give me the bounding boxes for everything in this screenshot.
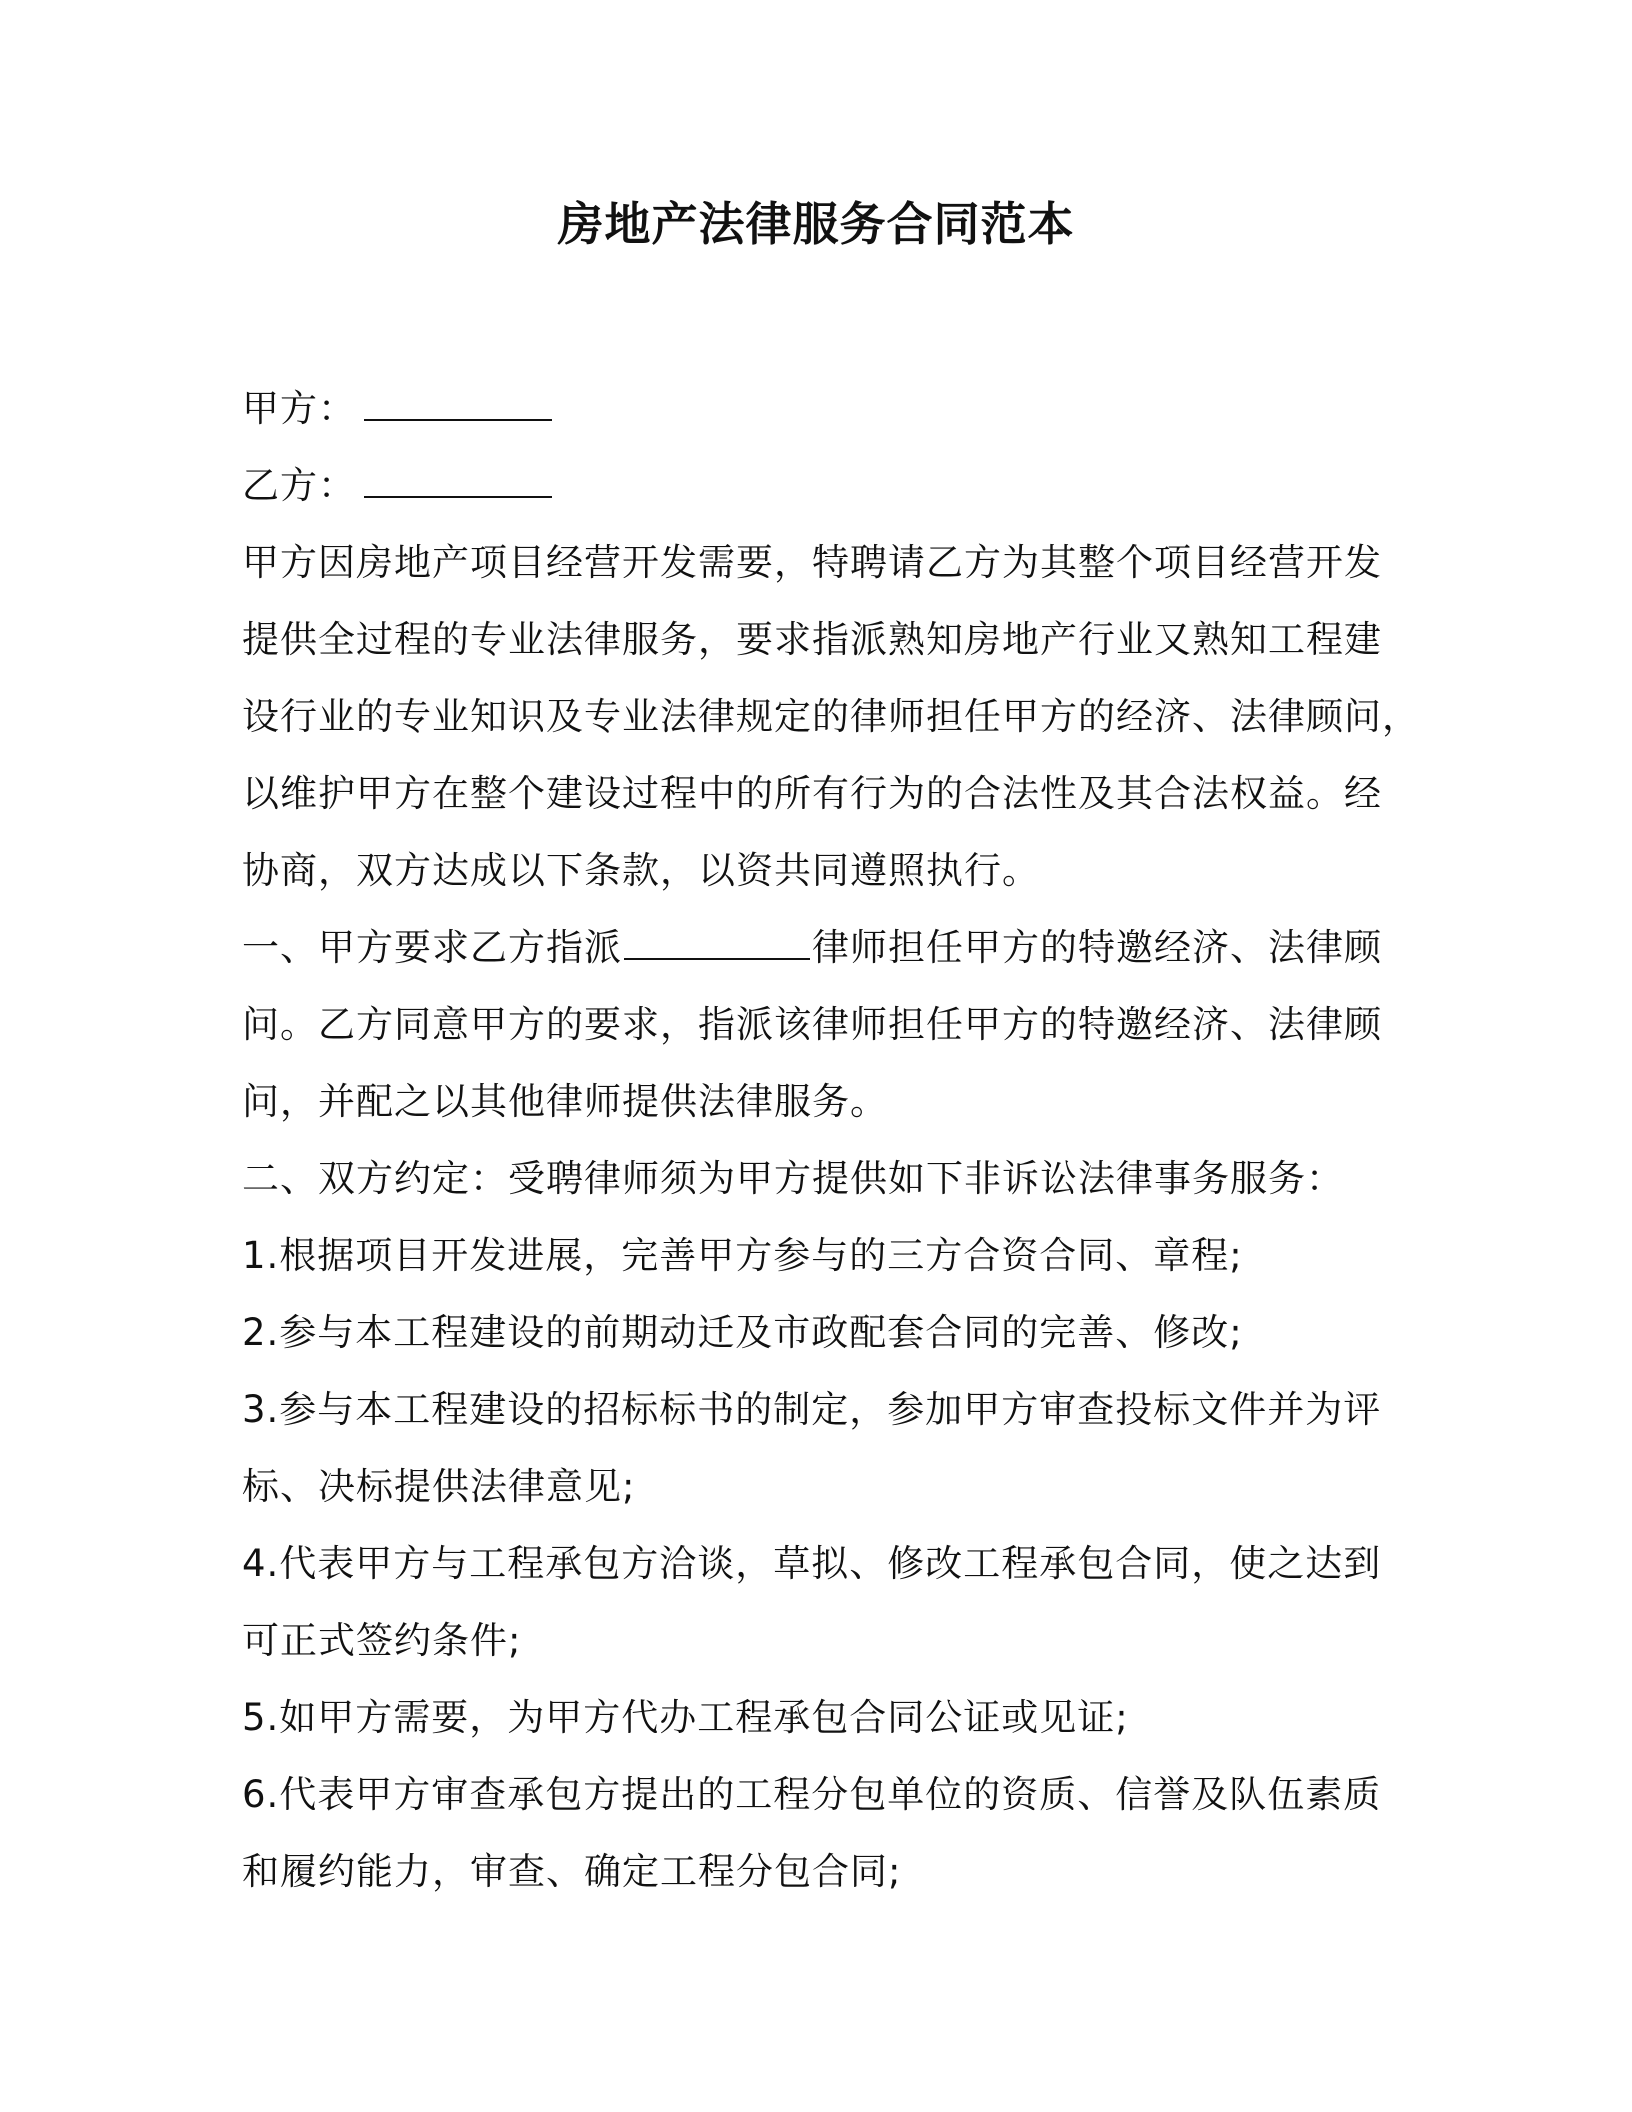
service-item-line: 4.代表甲方与工程承包方洽谈，草拟、修改工程承包合同，使之达到 [242, 1542, 1382, 1585]
intro-line: 以维护甲方在整个建设过程中的所有行为的合法性及其合法权益。经 [242, 772, 1382, 815]
document-body [242, 370, 1420, 1910]
clause-1-before-blank: 一、甲方要求乙方指派 [242, 926, 622, 969]
service-item-line: 和履约能力，审查、确定工程分包合同; [242, 1850, 902, 1893]
party-b-blank [364, 466, 552, 498]
intro-line: 协商，双方达成以下条款，以资共同遵照执行。 [242, 849, 1040, 892]
party-b-line [242, 447, 1402, 524]
service-item-line: 5.如甲方需要，为甲方代办工程承包合同公证或见证; [242, 1696, 1129, 1739]
intro-line: 提供全过程的专业法律服务，要求指派熟知房地产行业又熟知工程建 [242, 618, 1382, 661]
service-item-line: 可正式签约条件; [242, 1619, 522, 1662]
clause-1-line-3: 问，并配之以其他律师提供法律服务。 [242, 1080, 888, 1123]
service-item-line: 3.参与本工程建设的招标标书的制定，参加甲方审查投标文件并为评 [242, 1388, 1382, 1431]
clause-1-after-blank: 律师担任甲方的特邀经济、法律顾 [812, 926, 1382, 969]
intro-line: 甲方因房地产项目经营开发需要，特聘请乙方为其整个项目经营开发 [242, 541, 1382, 584]
intro-line: 设行业的专业知识及专业法律规定的律师担任甲方的经济、法律顾问， [242, 695, 1420, 738]
clause-1-line-1 [242, 909, 1402, 986]
service-item-line: 2.参与本工程建设的前期动迁及市政配套合同的完善、修改; [242, 1311, 1243, 1354]
party-a-blank [364, 389, 552, 421]
service-item-line: 标、决标提供法律意见; [242, 1465, 636, 1508]
service-item-line: 1.根据项目开发进展，完善甲方参与的三方合资合同、章程; [242, 1234, 1243, 1277]
lawyer-name-blank [624, 928, 810, 960]
service-item-line: 6.代表甲方审查承包方提出的工程分包单位的资质、信誉及队伍素质 [242, 1773, 1382, 1816]
clause-1-line-2: 问。乙方同意甲方的要求，指派该律师担任甲方的特邀经济、法律顾 [242, 1003, 1382, 1046]
party-b-label: 乙方： [242, 464, 356, 507]
party-a-label: 甲方： [242, 387, 356, 430]
clause-2-heading: 二、双方约定：受聘律师须为甲方提供如下非诉讼法律事务服务： [242, 1157, 1344, 1200]
document-title: 房地产法律服务合同范本 [557, 197, 1075, 251]
party-a-line [242, 370, 1402, 447]
